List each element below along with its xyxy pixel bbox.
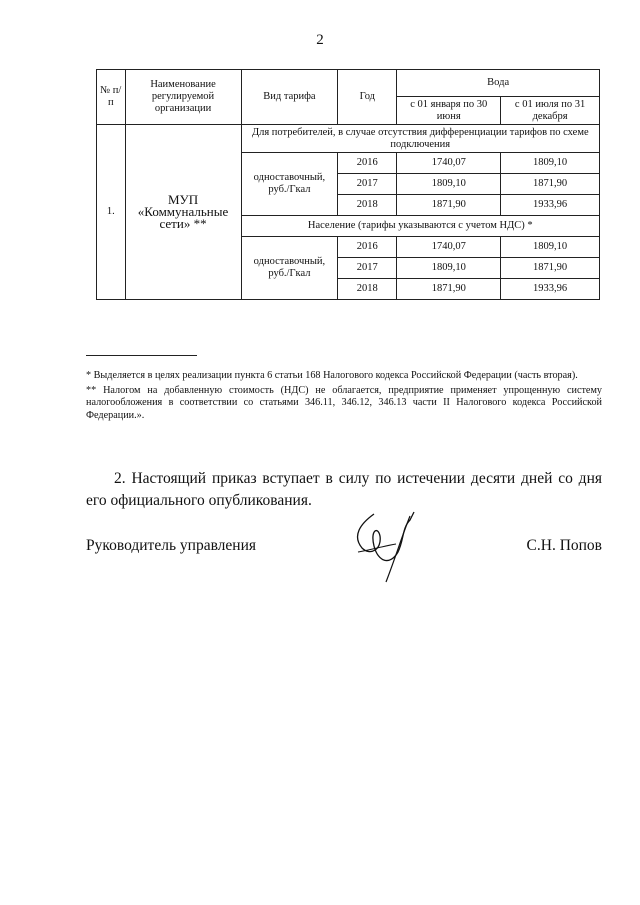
signer-title: Руководитель управления <box>86 537 257 554</box>
year-cell: 2017 <box>338 174 397 195</box>
row-number: 1. <box>97 125 126 300</box>
tariff-value: 1871,90 <box>397 279 501 300</box>
year-cell: 2018 <box>338 279 397 300</box>
page-number: 2 <box>316 32 324 48</box>
tariff-value: 1809,10 <box>397 174 501 195</box>
footnotes <box>86 370 602 424</box>
year-cell: 2018 <box>338 195 397 216</box>
header-org: Наименование регулируемой организации <box>125 70 241 125</box>
tariff-value: 1933,96 <box>501 279 600 300</box>
year-cell: 2016 <box>338 153 397 174</box>
header-kind: Вид тарифа <box>241 70 338 125</box>
tariff-kind: одноставочный, руб./Гкал <box>241 237 338 300</box>
tariff-value: 1809,10 <box>501 153 600 174</box>
header-resource: Вода <box>397 70 600 97</box>
tariff-value: 1871,90 <box>501 174 600 195</box>
group-title: Для потребителей, в случае отсутствия дифференциации тарифов по схеме подключения <box>241 125 599 153</box>
tariff-value: 1871,90 <box>501 258 600 279</box>
year-cell: 2016 <box>338 237 397 258</box>
tariff-value: 1809,10 <box>501 237 600 258</box>
signer-name: С.Н. Попов <box>526 537 602 554</box>
header-num: № п/п <box>97 70 126 125</box>
tariff-kind: одноставочный, руб./Гкал <box>241 153 338 216</box>
order-clause: 2. Настоящий приказ вступает в силу по истечении десяти дней со дня его официального опубликования. <box>86 470 602 509</box>
footnote-vat: * Выделяется в целях реализации пункта 6 статьи 168 Налогового кодекса Российской Федерации (часть вторая). <box>86 370 578 381</box>
group-title: Население (тарифы указываются с учетом НДС) * <box>241 216 599 237</box>
header-period-1: с 01 января по 30 июня <box>397 97 501 125</box>
handwritten-signature <box>340 506 450 586</box>
footnote-no-vat: ** Налогом на добавленную стоимость (НДС) не облагается, предприятие применяет упрощенную систему налогообложения в соответствии со статьями 346.11, 346.12, 346.13 части II Налогового кодекса Российской Федерации.». <box>86 384 602 421</box>
year-cell: 2017 <box>338 258 397 279</box>
tariff-value: 1740,07 <box>397 153 501 174</box>
footnote-divider <box>86 355 197 356</box>
organization-name: МУП «Коммунальные сети» ** <box>125 125 241 300</box>
tariff-value: 1933,96 <box>501 195 600 216</box>
tariff-table <box>96 69 600 300</box>
tariff-value: 1809,10 <box>397 258 501 279</box>
header-period-2: с 01 июля по 31 декабря <box>501 97 600 125</box>
header-year: Год <box>338 70 397 125</box>
tariff-value: 1871,90 <box>397 195 501 216</box>
tariff-value: 1740,07 <box>397 237 501 258</box>
